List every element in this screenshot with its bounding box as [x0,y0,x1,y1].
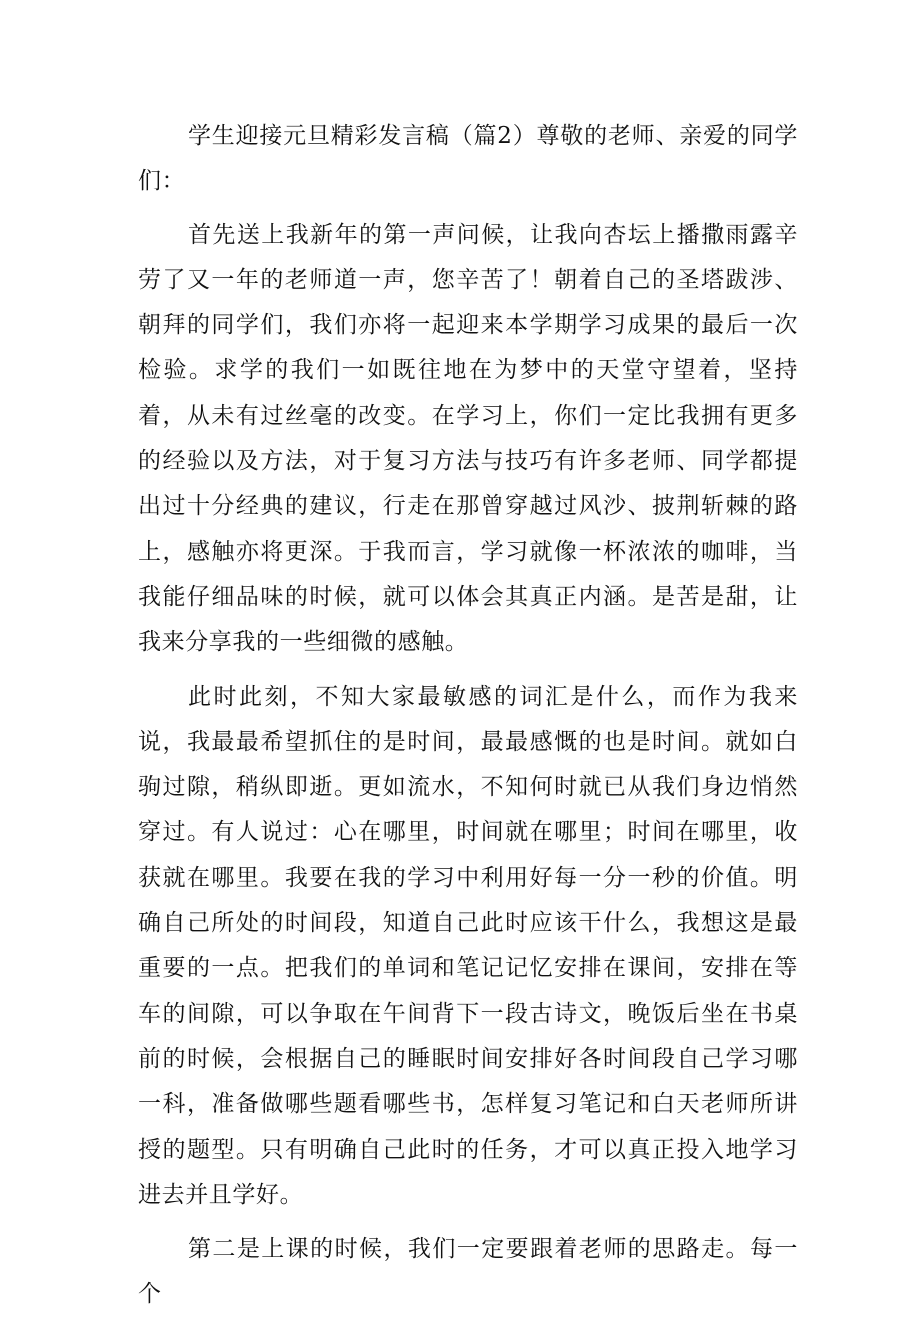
paragraph-greeting: 首先送上我新年的第一声问候，让我向杏坛上播撒雨露辛劳了又一年的老师道一声，您辛苦了！朝着自己的圣塔跋涉、朝拜的同学们，我们亦将一起迎来本学期学习成果的最后一次检验。求学的我们一如既往地在为梦中的天堂守望着，坚持着，从未有过丝毫的改变。在学习上，你们一定比我拥有更多的经验以及方法，对于复习方法与技巧有许多老师、同学都提出过十分经典的建议，行走在那曾穿越过风沙、披荆斩棘的路上，感触亦将更深。于我而言，学习就像一杯浓浓的咖啡，当我能仔细品味的时候，就可以体会其真正内涵。是苦是甜，让我来分享我的一些细微的感触。 [138,221,798,656]
paragraph-class: 第二是上课的时候，我们一定要跟着老师的思路走。每一个 [138,1236,798,1308]
paragraph-title: 学生迎接元旦精彩发言稿（篇2）尊敬的老师、亲爱的同学们： [138,123,798,195]
document-body [138,114,798,1327]
paragraph-time: 此时此刻，不知大家最敏感的词汇是什么，而作为我来说，我最最希望抓住的是时间，最最感慨的也是时间。就如白驹过隙，稍纵即逝。更如流水，不知何时就已从我们身边悄然穿过。有人说过：心在哪里，时间就在哪里；时间在哪里，收获就在哪里。我要在我的学习中利用好每一分一秒的价值。明确自己所处的时间段，知道自己此时应该干什么，我想这是最重要的一点。把我们的单词和笔记记忆安排在课间，安排在等车的间隙，可以争取在午间背下一段古诗文，晚饭后坐在书桌前的时候，会根据自己的睡眠时间安排好各时间段自己学习哪一科，准备做哪些题看哪些书，怎样复习笔记和白天老师所讲授的题型。只有明确自己此时的任务，才可以真正投入地学习进去并且学好。 [138,683,798,1208]
